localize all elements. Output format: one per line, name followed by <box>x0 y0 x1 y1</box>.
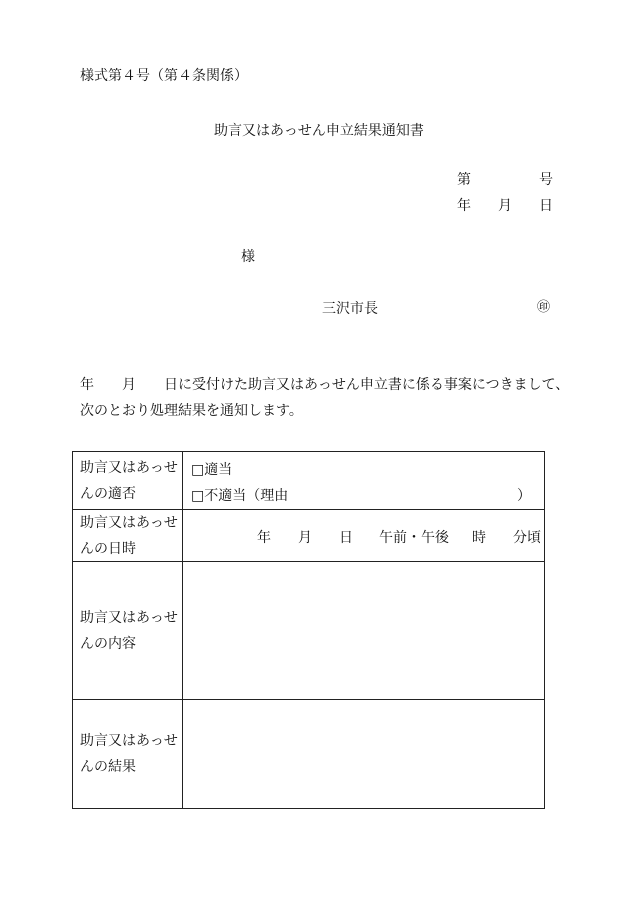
body-line-2: 次のとおり処理結果を通知します。 <box>80 403 303 419</box>
doc-number-suffix: 号 <box>539 172 553 188</box>
suitability-cell <box>183 452 544 509</box>
issue-date-day: 日 <box>539 198 553 214</box>
datetime-month: 月 <box>298 530 312 546</box>
row-label-line2: んの日時 <box>80 540 136 557</box>
datetime-day: 日 <box>339 530 353 546</box>
form-number: 様式第４号（第４条関係） <box>80 68 248 84</box>
body-line1-rest: 日に受付けた助言又はあっせん申立書に係る事案につきまして、 <box>164 377 570 393</box>
datetime-minute: 分頃 <box>513 530 541 546</box>
issue-date-year: 年 <box>457 198 471 214</box>
document-title: 助言又はあっせん申立結果通知書 <box>214 123 424 139</box>
content-cell[interactable] <box>183 562 544 699</box>
result-cell[interactable] <box>183 700 544 808</box>
checkbox-unsuitable[interactable]: □不適当（理由 <box>191 488 289 504</box>
datetime-hour: 時 <box>472 530 486 546</box>
row-label-line1: 助言又はあっせ <box>80 733 178 749</box>
body-month: 月 <box>122 377 136 393</box>
row-label <box>73 700 183 808</box>
row-label-line1: 助言又はあっせ <box>80 609 178 626</box>
datetime-cell <box>183 510 544 561</box>
checkbox-suitable[interactable]: □適当 <box>191 462 233 478</box>
row-label-line2: んの適否 <box>80 485 136 502</box>
row-label <box>73 562 183 699</box>
result-table <box>72 451 545 809</box>
row-label-line1: 助言又はあっせ <box>80 459 178 476</box>
sender-name: 三沢市長 <box>322 301 378 317</box>
table-row-result <box>73 700 544 808</box>
issue-date-month: 月 <box>498 198 512 214</box>
row-label <box>73 452 183 509</box>
table-row-content <box>73 562 544 700</box>
addressee-honorific: 様 <box>241 249 255 265</box>
row-label-line2: んの内容 <box>80 635 136 652</box>
row-label <box>73 510 183 561</box>
datetime-year: 年 <box>257 530 271 546</box>
body-line-1 <box>80 378 569 392</box>
doc-number-prefix: 第 <box>457 172 471 188</box>
row-label-line1: 助言又はあっせ <box>80 514 178 531</box>
row-label-line2: んの結果 <box>80 759 136 775</box>
seal-mark: ㊞ <box>537 300 551 315</box>
table-row-datetime <box>73 510 544 562</box>
body-year: 年 <box>80 377 94 393</box>
reason-paren-close: ） <box>517 488 531 504</box>
datetime-ampm: 午前・午後 <box>379 530 449 546</box>
table-row-suitability <box>73 452 544 510</box>
